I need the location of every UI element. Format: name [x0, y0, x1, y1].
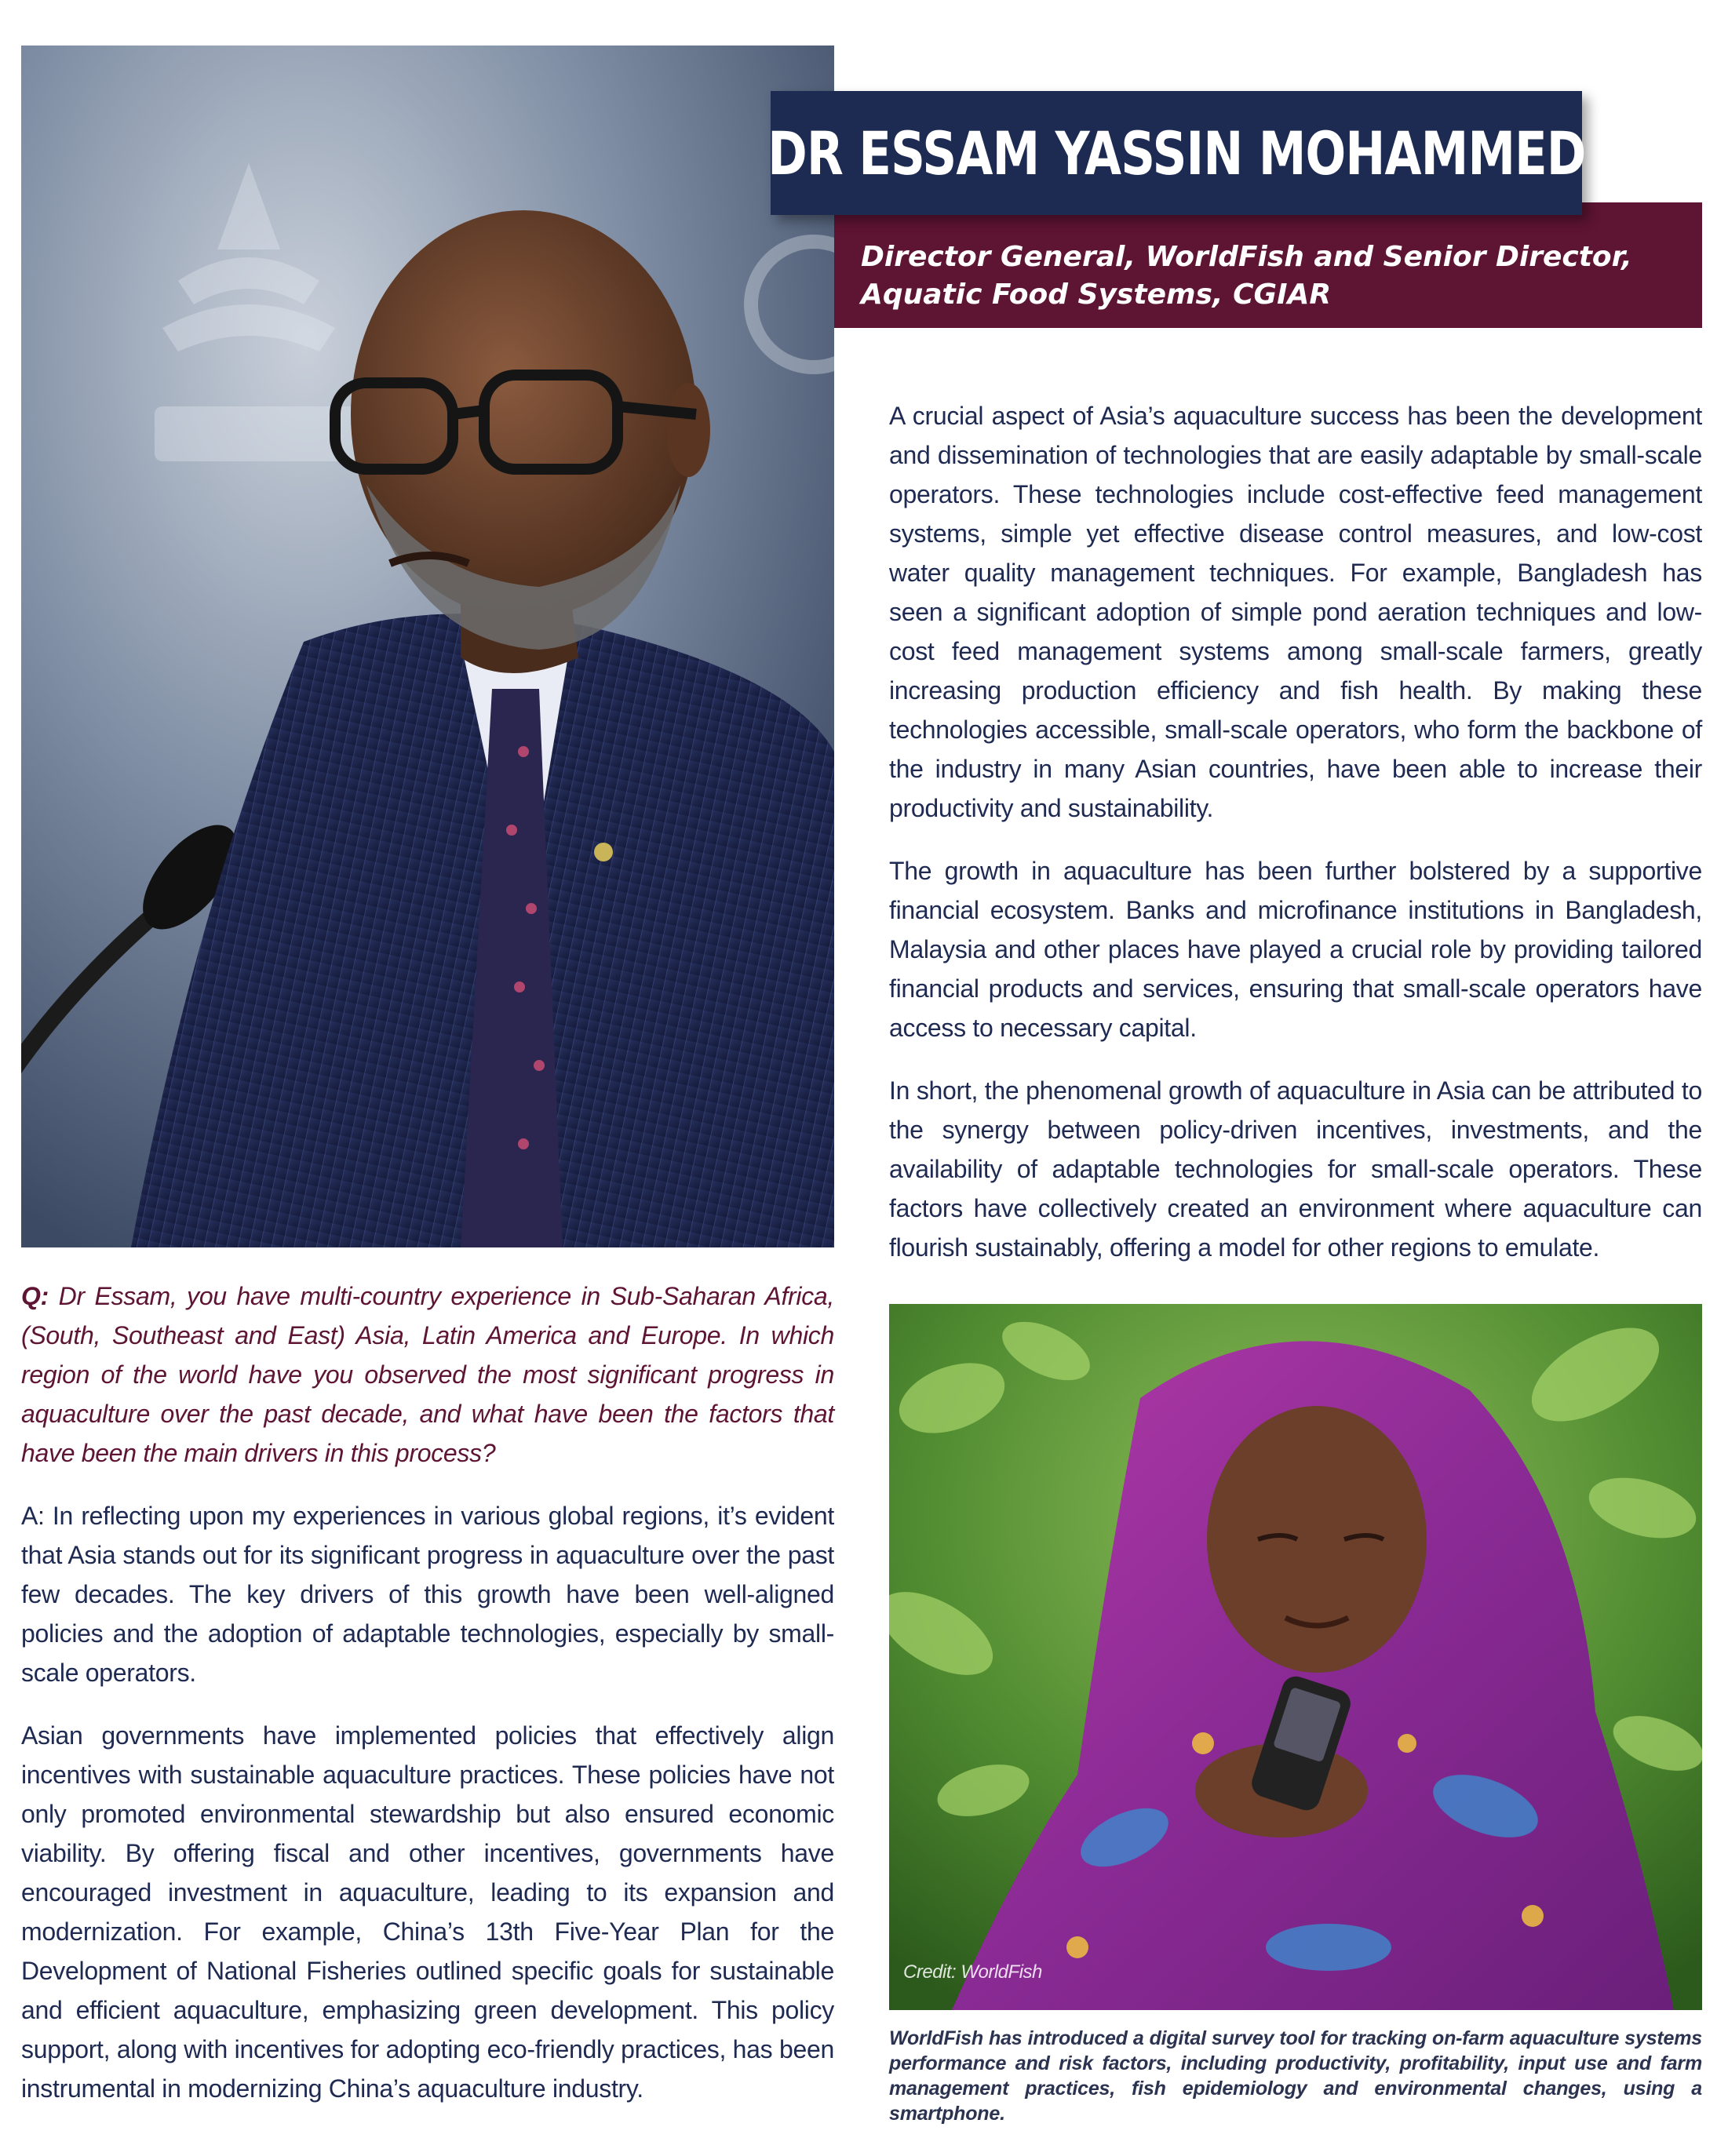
question-text: Dr Essam, you have multi-country experience in Sub-Saharan Africa, (South, Southeast and East) Asia, Latin America and Europe. In which region of the world have you observed the most significant progress in aquaculture over the past decade, and what have been the factors that have been the main drivers in this process? [21, 1282, 834, 1467]
name-banner [767, 91, 1586, 215]
person-role [861, 239, 1679, 314]
role-line-2: Aquatic Food Systems, CGIAR [861, 279, 1332, 311]
photo-credit: Credit: WorldFish [903, 1961, 1042, 1983]
paragraph-financial-ecosystem: The growth in aquaculture has been further bolstered by a supportive financial ecosystem. Banks and microfinance institutions in Bangladesh, Malaysia and other places have played a crucial role by providing tailored financial products and services, ensuring that small-scale operators have access to necessary capital. [889, 857, 1702, 1042]
answer-paragraph-2: Asian governments have implemented policies that effectively align incentives with sustainable aquaculture practices. These policies have not only promoted environmental stewardship but also ensured economic viability. By offering fiscal and other incentives, governments have encouraged investment in aquaculture, leading to its expansion and modernization. For example, China’s 13th Five-Year Plan for the Development of National Fisheries outlined specific goals for sustainable and efficient aquaculture, emphasizing green development. This policy support, along with incentives for adopting eco-friendly practices, has been instrumental in modernizing China’s aquaculture industry. [21, 1721, 834, 2103]
person-name: DR ESSAM YASSIN MOHAMMED [767, 118, 1586, 188]
portrait-illustration [21, 46, 834, 1247]
left-text-column [21, 1276, 834, 2132]
right-text-column [889, 396, 1702, 1291]
question-label: Q: [21, 1282, 49, 1310]
photo-illustration [889, 1304, 1702, 2010]
paragraph-summary: In short, the phenomenal growth of aquaculture in Asia can be attributed to the synergy between policy-driven incentives, investments, and the availability of adaptable technologies for small-scale operators. These factors have collectively created an environment where aquaculture can flourish sustainably, offering a model for other regions to emulate. [889, 1076, 1702, 1262]
portrait-photo [21, 46, 834, 1247]
role-banner [834, 202, 1702, 328]
role-line-1: Director General, WorldFish and Senior Director, [861, 241, 1632, 273]
photo-caption: WorldFish has introduced a digital survey tool for tracking on-farm aquaculture systems performance and risk factors, including productivity, profitability, input use and farm management practices, fish epidemiology and environmental changes, using a smartphone. [889, 2027, 1702, 2125]
interview-question [21, 1276, 834, 1473]
woman-smartphone-photo [889, 1304, 1702, 2010]
paragraph-technologies: A crucial aspect of Asia’s aquaculture success has been the development and dissemination of technologies that are easily adaptable by small-scale operators. These technologies include cost-effective feed management systems, simple yet effective disease control measures, and low-cost water quality management techniques. For example, Bangladesh has seen a significant adoption of simple pond aeration techniques and low-cost feed management systems among small-scale farmers, greatly increasing production efficiency and fish health. By making these technologies accessible, small-scale operators, who form the backbone of the industry in many Asian countries, have been able to increase their productivity and sustainability. [889, 402, 1702, 822]
answer-paragraph-1: A: In reflecting upon my experiences in various global regions, it’s evident that Asia stands out for its significant progress in aquaculture over the past few decades. The key drivers of this growth have been well-aligned policies and the adoption of adaptable technologies, especially by small-scale operators. [21, 1502, 834, 1687]
